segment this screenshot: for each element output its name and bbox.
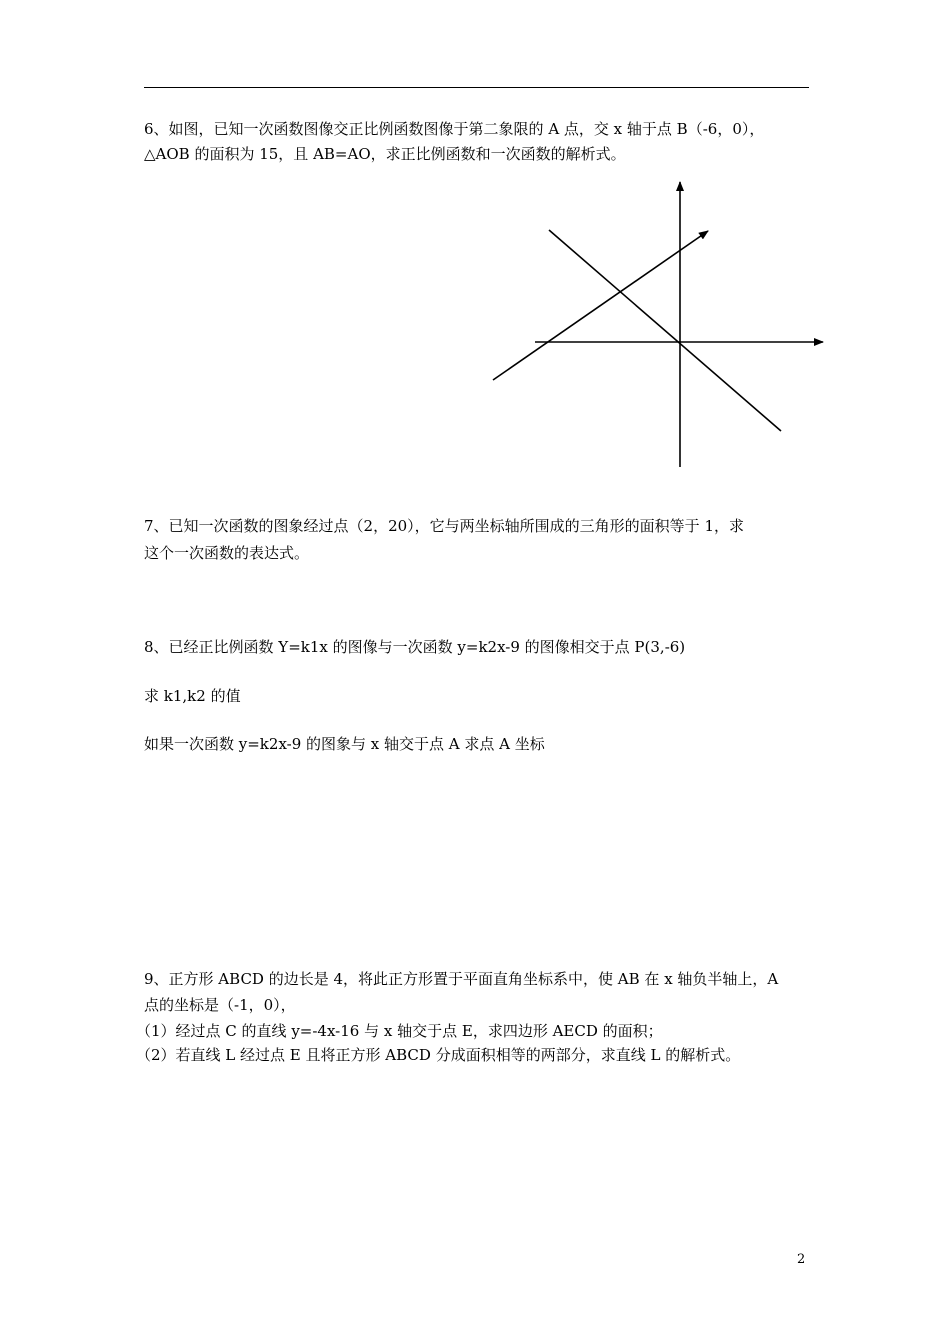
header-rule	[144, 87, 809, 88]
problem-7-line-2: 这个一次函数的表达式。	[144, 544, 310, 562]
problem-8-line-1: 8、已经正比例函数 Y=k1x 的图像与一次函数 y=k2x-9 的图像相交于点 P(3,-6)	[144, 638, 686, 656]
problem-6-line-1: 6、如图，已知一次函数图像交正比例函数图像于第二象限的 A 点，交 x 轴于点 B（-6，0），	[144, 120, 765, 138]
problem-9-line-3: （1）经过点 C 的直线 y=-4x-16 与 x 轴交于点 E，求四边形 AECD 的面积；	[136, 1022, 663, 1040]
problem-9-line-4: （2）若直线 L 经过点 E 且将正方形 ABCD 分成面积相等的两部分，求直线 L 的解析式。	[136, 1046, 741, 1064]
problem-6-line-2: △AOB 的面积为 15，且 AB=AO，求正比例函数和一次函数的解析式。	[144, 145, 626, 163]
problem-9-line-1: 9、正方形 ABCD 的边长是 4，将此正方形置于平面直角坐标系中，使 AB 在 x 轴负半轴上，A	[144, 970, 779, 988]
problem-7-line-1: 7、已知一次函数的图象经过点（2，20），它与两坐标轴所围成的三角形的面积等于 1，求	[144, 517, 744, 535]
problem-8-line-3: 如果一次函数 y=k2x-9 的图象与 x 轴交于点 A 求点 A 坐标	[144, 735, 545, 753]
linear-function-line	[493, 231, 708, 380]
problem-8-line-2: 求 k1,k2 的值	[144, 687, 241, 705]
page-number: 2	[797, 1252, 806, 1267]
problem-9-line-2: 点的坐标是（-1，0），	[144, 996, 296, 1014]
proportional-line	[549, 230, 781, 431]
